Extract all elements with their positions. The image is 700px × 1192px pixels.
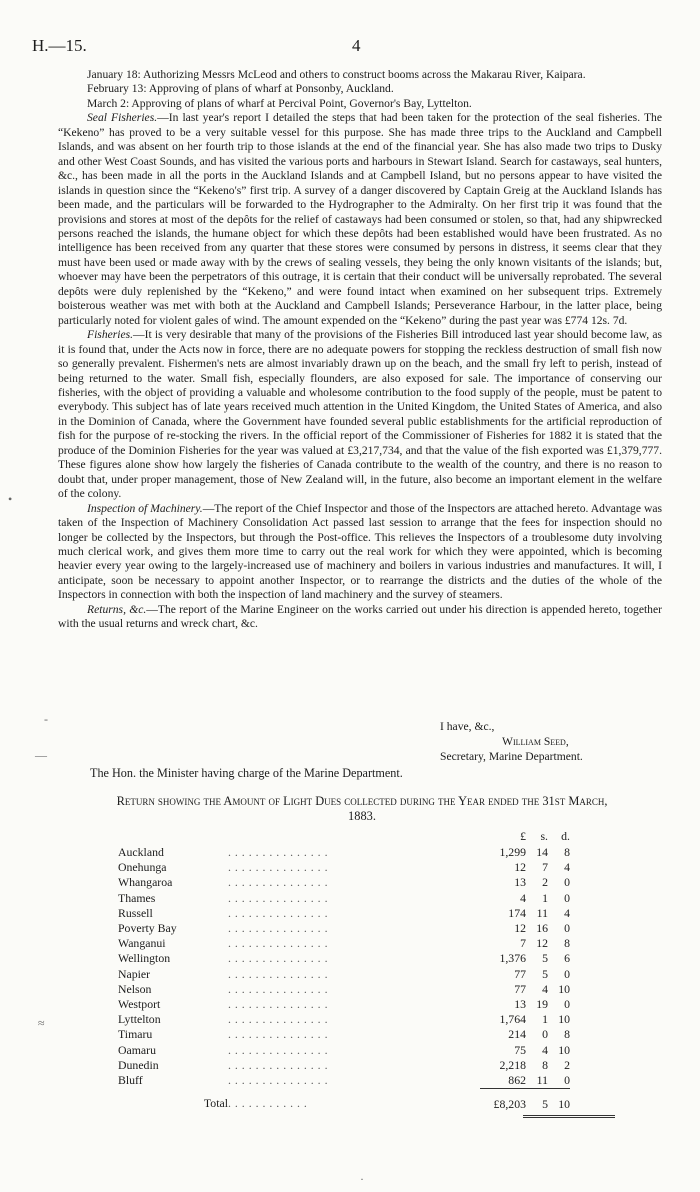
table-row — [118, 997, 570, 1012]
amount-pence: 0 — [564, 921, 570, 936]
report-body — [58, 68, 662, 632]
section-heading: Seal Fisheries. — [87, 111, 158, 125]
amount-shillings: 14 — [536, 845, 548, 859]
dot-leader: . . . . . . . . . . . . . . . — [228, 905, 329, 920]
amount-shillings: 5 — [542, 966, 548, 981]
light-dues-table — [118, 829, 570, 1113]
total-double-rule — [523, 1115, 615, 1118]
margin-mark: • — [8, 492, 13, 506]
dot-leader: . . . . . . . . . . . . . . . — [228, 845, 329, 859]
port-name: Wanganui — [118, 936, 166, 951]
signoff-title: Secretary, Marine Department. — [440, 750, 583, 763]
margin-mark: — — [35, 748, 47, 762]
total-pence: 10 — [548, 1089, 570, 1114]
addressee: The Hon. the Minister having charge of the Marine Department. — [90, 766, 403, 780]
port-name: Napier — [118, 966, 151, 981]
dot-leader: . . . . . . . . . . . . . . . — [228, 921, 329, 936]
dot-leader: . . . . . . . . . . . . . . . — [228, 936, 329, 951]
table-row — [118, 860, 570, 875]
amount-pounds: 4 — [520, 890, 526, 905]
port-name: Bluff — [118, 1073, 143, 1088]
signoff-closing: I have, &c., — [440, 720, 495, 733]
port-name: Onehunga — [118, 860, 167, 875]
amount-pounds: 77 — [514, 981, 526, 996]
amount-pence: 10 — [558, 981, 570, 996]
total-shillings: 5 — [526, 1089, 548, 1114]
margin-mark: ≈ — [38, 1016, 45, 1030]
table-row — [118, 982, 570, 997]
amount-pounds: 2,218 — [499, 1057, 526, 1072]
dot-leader: . . . . . . . . . . . . . . . — [228, 890, 329, 905]
amount-pence: 8 — [564, 936, 570, 951]
port-name: Timaru — [118, 1027, 153, 1042]
dot-leader: . . . . . . . . . . . . . . . — [228, 1057, 329, 1072]
table-row — [118, 906, 570, 921]
dot-leader: . . . . . . . . . . . . . . . — [228, 981, 329, 996]
dot-leader: . . . . . . . . . . . . — [228, 1096, 308, 1111]
port-name: Russell — [118, 905, 153, 920]
port-name: Dunedin — [118, 1057, 159, 1072]
amount-shillings: 8 — [542, 1057, 548, 1072]
paragraph-returns: Returns, &c.—The report of the Marine Engineer on the works carried out under his direction is appended hereto, together with the usual returns and wreck chart, &c. — [58, 602, 662, 631]
amount-pence: 0 — [564, 966, 570, 981]
amount-shillings: 12 — [536, 936, 548, 951]
dot-leader: . . . . . . . . . . . . . . . — [228, 997, 329, 1012]
amount-pence: 4 — [564, 905, 570, 920]
return-title: Return showing the Amount of Light Dues collected during the Year ended the 31st March, 1883. — [116, 794, 608, 823]
table-row — [118, 891, 570, 906]
total-row — [118, 1089, 570, 1114]
amount-shillings: 2 — [542, 875, 548, 890]
unit-pence: d. — [561, 829, 570, 844]
amount-pounds: 77 — [514, 966, 526, 981]
amount-pounds: 13 — [514, 997, 526, 1012]
amount-shillings: 16 — [536, 921, 548, 936]
amount-pounds: 75 — [514, 1042, 526, 1057]
amount-shillings: 7 — [542, 860, 548, 875]
table-row — [118, 936, 570, 951]
amount-pounds: 214 — [508, 1027, 526, 1042]
amount-pounds: 1,376 — [499, 951, 526, 966]
amount-pounds: 1,764 — [499, 1012, 526, 1027]
amount-pounds: 174 — [508, 905, 526, 920]
amount-pence: 8 — [564, 1027, 570, 1042]
table-row — [118, 921, 570, 936]
amount-pence: 10 — [558, 1042, 570, 1057]
table-row — [118, 1012, 570, 1027]
table-row — [118, 1073, 570, 1089]
paragraph-february: February 13: Approving of plans of wharf at Ponsonby, Auckland. — [87, 82, 394, 96]
amount-shillings: 4 — [542, 981, 548, 996]
port-name: Whangaroa — [118, 875, 173, 890]
dot-leader: . . . . . . . . . . . . . . . — [228, 966, 329, 981]
signoff-name: William Seed, — [502, 735, 569, 748]
amount-pence: 8 — [564, 845, 570, 859]
paragraph-fisheries: Fisheries.—It is very desirable that many of the provisions of the Fisheries Bill introduced last year should become law, as it is found that, under the Acts now in force, there are no adequate powers for stopping the reckless destruction of small fish now so generally prevalent. Fishermen's nets are almost invariably drawn up on the beach, and the small fry left to perish, instead of being returned to the water. Small fish, especially flounders, are also exposed for sale. The importance of conserving our fisheries, with the object of providing a valuable and wholesome contribution to the food supply of the people, must be patent to everybody. This subject has of late years received much attention in the United Kingdom, the United States of America, and also in the Dominion of Canada, where the Government have founded several public establishments for the artificial reproduction of fish for the purpose of re-stocking the rivers. In the official report of the Commissioner of Fisheries for 1882 it is stated that the produce of the Dominion Fisheries for the year was valued at £3,217,734, and that the value of the fish exported was £1,379,777. These figures alone show how largely the fisheries of Canada contribute to the wealth of the country, and there is no reason to doubt that, under proper management, those of New Zealand will, in the future, also become an important element in the welfare of the colony. — [58, 328, 662, 501]
port-name: Thames — [118, 890, 156, 905]
amount-pence: 0 — [564, 997, 570, 1012]
amount-shillings: 11 — [536, 1073, 548, 1088]
dot-leader: . . . . . . . . . . . . . . . — [228, 1073, 329, 1088]
amount-shillings: 0 — [542, 1027, 548, 1042]
margin-mark: ‐ — [44, 712, 48, 726]
port-name: Wellington — [118, 951, 171, 966]
amount-pence: 10 — [558, 1012, 570, 1027]
amount-shillings: 11 — [536, 905, 548, 920]
amount-shillings: 4 — [542, 1042, 548, 1057]
amount-shillings: 1 — [542, 890, 548, 905]
section-heading: Returns, &c. — [87, 602, 147, 616]
paragraph-seal-fisheries: Seal Fisheries.—In last year's report I detailed the steps that had been taken for the protection of the seal fisheries. The “Kekeno” has proved to be a very suitable vessel for this purpose. She has made three trips to the Auckland and Campbell Islands, and was absent on her fourth trip to those islands at the end of the financial year. She has also made two trips to Dusky and other West Coast Sounds, and has visited the various ports and harbours in Stewart Island. Search for castaways, seal hunters, &c., has been made in all the ports in the Auckland Islands and at Campbell Island, but no persons appear to have visited the islands in question since the “Kekeno's” first trip. A survey of a danger discovered by Captain Greig at the Auckland Islands has been made, and the particulars will be forwarded to the Hydrographer to the Admiralty. On her first trip it was found that the provisions and stores at most of the depôts for the relief of castaways had been consumed or stolen, so that, had any shipwrecked persons reached the islands, the humane object for which these depôts had been established would have been frustrated. As no intelligence has been received from any quarter that these stores were consumed by persons in distress, it seems clear that they must have been used or made away with by the crews of sealing vessels, they being the only known visitants of the islands; but, whoever may have been the perpetrators of this outrage, it is certain that their conduct will be universally reprobated. The several depôts were duly replenished by the “Kekeno,” and were found intact when examined on her subsequent trips. Extremely boisterous weather was met with both at the Auckland and Campbell Islands; Perseverance Harbour, in the latter place, being particularly noted for violent gales of wind. The amount expended on the “Kekeno” during the past year was £774 12s. 7d. — [58, 111, 663, 327]
unit-header-row — [118, 829, 570, 845]
table-row — [118, 1027, 570, 1042]
dot-leader: . . . . . . . . . . . . . . . — [228, 1042, 329, 1057]
amount-shillings: 5 — [542, 951, 548, 966]
section-heading: Fisheries. — [87, 328, 134, 342]
amount-pence: 0 — [564, 890, 570, 905]
amount-pounds: 862 — [508, 1073, 526, 1088]
dot-leader: . . . . . . . . . . . . . . . — [228, 1027, 329, 1042]
dot-leader: . . . . . . . . . . . . . . . — [228, 860, 329, 875]
port-name: Westport — [118, 997, 161, 1012]
table-row — [118, 967, 570, 982]
paragraph-january: January 18: Authorizing Messrs McLeod and others to construct booms across the Makarau River, Kaipara. — [87, 68, 586, 81]
amount-pounds: 13 — [514, 875, 526, 890]
amount-pence: 4 — [564, 860, 570, 875]
table-row — [118, 1058, 570, 1073]
amount-pence: 0 — [564, 1073, 570, 1088]
amount-pounds: 1,299 — [499, 845, 526, 859]
amount-pence: 6 — [564, 951, 570, 966]
table-row — [118, 951, 570, 966]
amount-shillings: 1 — [542, 1012, 548, 1027]
paragraph-inspection-machinery: Inspection of Machinery.—The report of the Chief Inspector and those of the Inspectors are attached hereto. Advantage was taken of the Inspection of Machinery Consolidation Act passed last session to arrange that the fees for inspection should no longer be collected by the Inspectors, but through the Post-office. This relieves the Inspectors of a troublesome duty involving much clerical work, and gives them more time to carry out the real work for which they were appointed, which is becoming heavier every year owing to the largely-increased use of machinery and boilers in various industries and manufactures. It will, I anticipate, soon be necessary to appoint another Inspector, or to rearrange the districts and the duties of the whole of the Inspectors in connection with both the inspection of land machinery and the survey of steamers. — [58, 501, 662, 602]
port-name: Lyttelton — [118, 1012, 161, 1027]
total-pounds: £8,203 — [480, 1089, 526, 1114]
port-name: Poverty Bay — [118, 921, 177, 936]
amount-pence: 0 — [564, 875, 570, 890]
unit-shillings: s. — [540, 829, 548, 844]
unit-pounds: £ — [520, 829, 526, 844]
dot-leader: . . . . . . . . . . . . . . . — [228, 875, 329, 890]
dot-leader: . . . . . . . . . . . . . . . — [228, 1012, 329, 1027]
margin-mark: · — [360, 1172, 364, 1186]
amount-pence: 2 — [564, 1057, 570, 1072]
table-row — [118, 1043, 570, 1058]
amount-pounds: 12 — [514, 921, 526, 936]
port-name: Oamaru — [118, 1042, 156, 1057]
page-number: 4 — [352, 36, 361, 55]
section-heading: Inspection of Machinery. — [87, 501, 203, 515]
port-name: Auckland — [118, 845, 164, 859]
table-row — [118, 875, 570, 890]
total-label: Total — [203, 1096, 228, 1111]
amount-pounds: 7 — [520, 936, 526, 951]
amount-pounds: 12 — [514, 860, 526, 875]
port-name: Nelson — [118, 981, 152, 996]
paragraph-march: March 2: Approving of plans of wharf at Percival Point, Governor's Bay, Lyttelton. — [87, 96, 472, 110]
amount-shillings: 19 — [536, 997, 548, 1012]
table-row — [118, 845, 570, 860]
report-reference: H.—15. — [32, 36, 87, 55]
dot-leader: . . . . . . . . . . . . . . . — [228, 951, 329, 966]
